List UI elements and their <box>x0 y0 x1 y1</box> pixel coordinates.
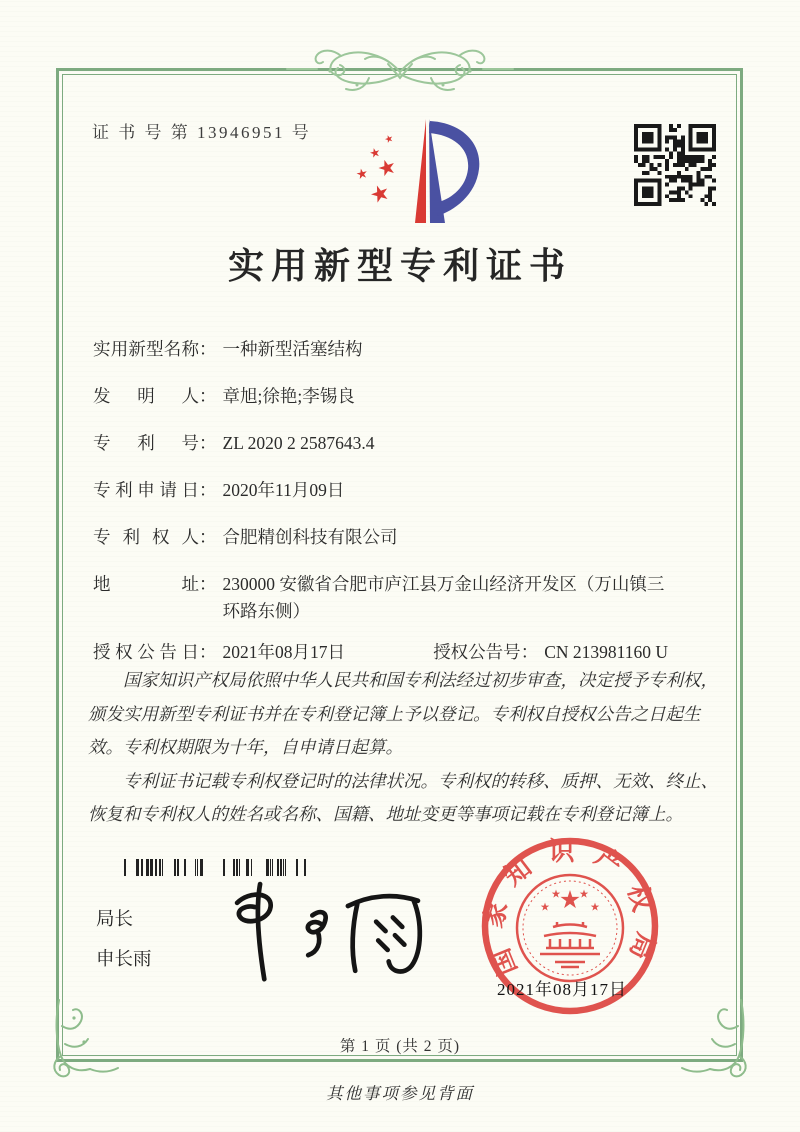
field-row-patentee: 专利权人 ： 合肥精创科技有限公司 <box>93 524 668 550</box>
director-title: 局长 <box>96 910 134 930</box>
grant-no-value: CN 213981160 U <box>544 642 668 662</box>
legal-paragraphs <box>88 664 722 832</box>
director-block <box>96 900 152 980</box>
field-label: 发明人 <box>93 386 199 406</box>
cnipa-seal <box>464 820 676 1032</box>
certificate-title: 实用新型专利证书 <box>227 246 572 286</box>
certificate-number: 证 书 号 第 13946951 号 <box>92 123 312 142</box>
field-value: 2020年11月09日 <box>222 480 345 500</box>
paragraph-grant-statement: 国家知识产权局依照中华人民共和国专利法经过初步审查，决定授予专利权，颁发实用新型专利证书并在专利登记簿上予以登记。专利权自授权公告之日起生效。专利权期限为十年，自申请日起算。 <box>88 670 718 757</box>
field-row-address: 地址 ： 230000 安徽省合肥市庐江县万金山经济开发区（万山镇三环路东侧） <box>93 571 668 625</box>
field-row-inventors: 发明人 ： 章旭;徐艳;李锡良 <box>93 383 668 409</box>
director-name: 申长雨 <box>96 950 152 970</box>
cnipa-logo-icon <box>342 110 482 232</box>
field-label: 地址 <box>93 574 199 594</box>
field-value: 一种新型活塞结构 <box>222 339 363 359</box>
field-value: ZL 2020 2 2587643.4 <box>222 433 375 453</box>
field-row-filing-date: 专利申请日 ： 2020年11月09日 <box>93 477 668 503</box>
field-label: 实用新型名称 <box>93 339 199 359</box>
field-value: 230000 安徽省合肥市庐江县万金山经济开发区（万山镇三环路东侧） <box>222 574 665 621</box>
national-emblem-icon <box>517 875 623 981</box>
field-value: 章旭;徐艳;李锡良 <box>222 386 355 406</box>
director-signature <box>212 870 442 988</box>
back-side-note: 其他事项参见背面 <box>326 1084 474 1103</box>
field-row-grant: 授权公告日 ： 2021年08月17日 授权公告号 ： CN 213981160 U <box>93 639 668 665</box>
field-label: 专利申请日 <box>93 480 199 500</box>
field-row-name: 实用新型名称 ： 一种新型活塞结构 <box>93 336 668 362</box>
field-value: 合肥精创科技有限公司 <box>222 527 398 547</box>
qr-code <box>634 124 716 206</box>
svg-text:国家知识产权局 <box>478 837 661 980</box>
seal-date: 2021年08月17日 <box>497 980 627 999</box>
field-label: 授权公告号 <box>433 642 521 662</box>
top-filigree-ornament <box>283 42 517 100</box>
field-label: 授权公告日 <box>93 642 199 662</box>
field-label: 专利权人 <box>93 527 199 547</box>
grant-date-value: 2021年08月17日 <box>222 642 345 662</box>
page-number: 第 1 页 (共 2 页) <box>339 1038 461 1055</box>
seal-text: 国家知识产权局 <box>478 836 662 980</box>
field-row-patent-no: 专利号 ： ZL 2020 2 2587643.4 <box>93 430 668 456</box>
fields-list <box>93 336 668 686</box>
grant-no-pair: 授权公告号 ： CN 213981160 U <box>433 639 668 665</box>
field-label: 专利号 <box>93 433 199 453</box>
paragraph-register-statement: 专利证书记载专利权登记时的法律状况。专利权的转移、质押、无效、终止、恢复和专利权人的姓名或名称、国籍、地址变更等事项记载在专利登记簿上。 <box>88 770 718 824</box>
